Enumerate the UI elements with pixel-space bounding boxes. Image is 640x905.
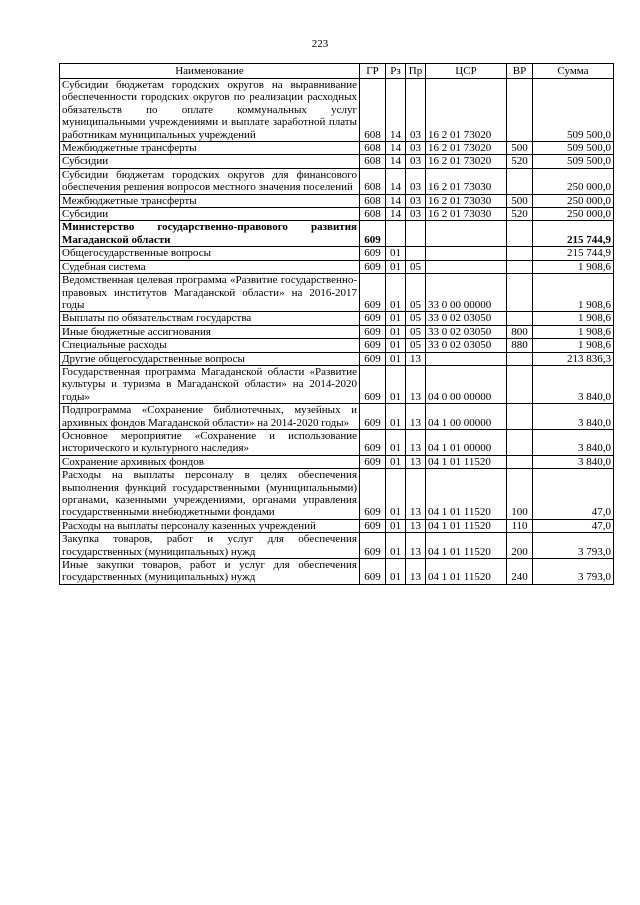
cell-gr: 608: [360, 208, 386, 221]
cell-vr: [507, 404, 533, 430]
cell-sum: 509 500,0: [533, 142, 614, 155]
cell-gr: 609: [360, 274, 386, 312]
cell-name: Расходы на выплаты персоналу в целях обеспечения выполнения функций государственными (муниципальными) органами, казенными учреждениями, органами управления государственными внебюджетными фондами: [60, 469, 360, 520]
cell-rz: 01: [386, 404, 406, 430]
cell-vr: [507, 429, 533, 455]
cell-rz: 14: [386, 194, 406, 207]
cell-rz: 01: [386, 469, 406, 520]
cell-csr: 33 0 02 03050: [426, 325, 507, 338]
cell-name: Субсидии: [60, 208, 360, 221]
table-row: [60, 274, 614, 312]
cell-sum: 250 000,0: [533, 194, 614, 207]
cell-csr: [426, 352, 507, 365]
cell-pr: 13: [406, 429, 426, 455]
cell-pr: 13: [406, 533, 426, 559]
cell-name: Межбюджетные трансферты: [60, 142, 360, 155]
cell-gr: 609: [360, 352, 386, 365]
cell-sum: 3 840,0: [533, 365, 614, 403]
table-row: [60, 260, 614, 273]
cell-name: Межбюджетные трансферты: [60, 194, 360, 207]
cell-sum: 213 836,3: [533, 352, 614, 365]
cell-rz: [386, 221, 406, 247]
cell-name: Иные бюджетные ассигнования: [60, 325, 360, 338]
cell-name: Министерство государственно-правового развития Магаданской области: [60, 221, 360, 247]
header-csr: ЦСР: [426, 64, 507, 79]
cell-name: Субсидии: [60, 155, 360, 168]
cell-csr: 16 2 01 73030: [426, 208, 507, 221]
table-row: [60, 312, 614, 325]
cell-sum: 3 793,0: [533, 533, 614, 559]
header-gr: ГР: [360, 64, 386, 79]
cell-sum: 250 000,0: [533, 208, 614, 221]
header-sum: Сумма: [533, 64, 614, 79]
cell-pr: 13: [406, 519, 426, 532]
cell-name: Общегосударственные вопросы: [60, 247, 360, 260]
cell-csr: 33 0 02 03050: [426, 312, 507, 325]
header-rz: Рз: [386, 64, 406, 79]
cell-vr: [507, 247, 533, 260]
cell-vr: 500: [507, 194, 533, 207]
cell-vr: 880: [507, 339, 533, 352]
cell-vr: 520: [507, 155, 533, 168]
cell-vr: [507, 79, 533, 142]
cell-pr: 05: [406, 260, 426, 273]
cell-rz: 14: [386, 168, 406, 194]
cell-pr: 13: [406, 404, 426, 430]
cell-name: Основное мероприятие «Сохранение и использование исторического и культурного наследия»: [60, 429, 360, 455]
cell-csr: [426, 260, 507, 273]
header-pr: Пр: [406, 64, 426, 79]
page-number: 223: [311, 38, 329, 50]
cell-rz: 01: [386, 455, 406, 468]
cell-pr: 03: [406, 168, 426, 194]
cell-gr: 609: [360, 339, 386, 352]
cell-pr: 13: [406, 352, 426, 365]
table-row: [60, 533, 614, 559]
cell-csr: 16 2 01 73030: [426, 168, 507, 194]
cell-sum: 3 840,0: [533, 404, 614, 430]
cell-sum: 509 500,0: [533, 79, 614, 142]
cell-name: Подпрограмма «Сохранение библиотечных, музейных и архивных фондов Магаданской области» на 2014-2020 годы»: [60, 404, 360, 430]
cell-pr: 03: [406, 142, 426, 155]
table-row: [60, 455, 614, 468]
table-row: [60, 559, 614, 585]
cell-gr: 608: [360, 155, 386, 168]
cell-sum: 3 840,0: [533, 429, 614, 455]
cell-rz: 01: [386, 559, 406, 585]
cell-vr: [507, 260, 533, 273]
cell-sum: 215 744,9: [533, 247, 614, 260]
cell-name: Закупка товаров, работ и услуг для обеспечения государственных (муниципальных) нужд: [60, 533, 360, 559]
cell-rz: 14: [386, 208, 406, 221]
cell-sum: 215 744,9: [533, 221, 614, 247]
cell-gr: 609: [360, 247, 386, 260]
cell-pr: 13: [406, 469, 426, 520]
cell-gr: 609: [360, 260, 386, 273]
cell-rz: 01: [386, 274, 406, 312]
cell-vr: 110: [507, 519, 533, 532]
cell-sum: 47,0: [533, 469, 614, 520]
cell-csr: 16 2 01 73020: [426, 155, 507, 168]
cell-vr: [507, 365, 533, 403]
cell-vr: 100: [507, 469, 533, 520]
cell-vr: 500: [507, 142, 533, 155]
cell-rz: 14: [386, 155, 406, 168]
cell-sum: 1 908,6: [533, 260, 614, 273]
table-row: [60, 519, 614, 532]
cell-rz: 14: [386, 79, 406, 142]
cell-csr: 04 1 00 00000: [426, 404, 507, 430]
budget-table: [59, 63, 614, 585]
cell-name: Сохранение архивных фондов: [60, 455, 360, 468]
cell-csr: [426, 247, 507, 260]
cell-csr: 04 1 01 00000: [426, 429, 507, 455]
cell-rz: 01: [386, 339, 406, 352]
cell-name: Субсидии бюджетам городских округов на выравнивание обеспеченности городских округов по реализации расходных обязательств по оплате коммунальных услуг муниципальными учреждениями и выплате заработной платы работникам муниципальных учреждений: [60, 79, 360, 142]
cell-rz: 01: [386, 352, 406, 365]
cell-gr: 609: [360, 221, 386, 247]
cell-csr: 16 2 01 73020: [426, 79, 507, 142]
cell-sum: 3 793,0: [533, 559, 614, 585]
cell-pr: [406, 247, 426, 260]
table-row: [60, 339, 614, 352]
cell-rz: 01: [386, 247, 406, 260]
cell-gr: 608: [360, 79, 386, 142]
cell-pr: [406, 221, 426, 247]
cell-sum: 47,0: [533, 519, 614, 532]
table-row: [60, 155, 614, 168]
cell-sum: 1 908,6: [533, 325, 614, 338]
table-row: [60, 208, 614, 221]
cell-vr: [507, 312, 533, 325]
table-header-row: [60, 64, 614, 79]
cell-rz: 01: [386, 325, 406, 338]
cell-name: Субсидии бюджетам городских округов для финансового обеспечения решения вопросов местного значения поселений: [60, 168, 360, 194]
cell-csr: 33 0 00 00000: [426, 274, 507, 312]
cell-pr: 03: [406, 155, 426, 168]
cell-rz: 01: [386, 312, 406, 325]
cell-vr: [507, 274, 533, 312]
cell-pr: 03: [406, 208, 426, 221]
cell-rz: 01: [386, 260, 406, 273]
cell-gr: 609: [360, 519, 386, 532]
cell-gr: 609: [360, 469, 386, 520]
cell-vr: 240: [507, 559, 533, 585]
table-row: [60, 194, 614, 207]
cell-pr: 13: [406, 365, 426, 403]
cell-rz: 01: [386, 365, 406, 403]
cell-name: Судебная система: [60, 260, 360, 273]
cell-vr: 520: [507, 208, 533, 221]
cell-csr: 04 1 01 11520: [426, 455, 507, 468]
table-row: [60, 469, 614, 520]
cell-pr: 05: [406, 339, 426, 352]
table-row: [60, 221, 614, 247]
cell-pr: 03: [406, 194, 426, 207]
cell-vr: [507, 455, 533, 468]
cell-rz: 14: [386, 142, 406, 155]
cell-vr: [507, 168, 533, 194]
cell-gr: 608: [360, 168, 386, 194]
cell-sum: 1 908,6: [533, 312, 614, 325]
cell-gr: 609: [360, 404, 386, 430]
table-row: [60, 365, 614, 403]
cell-vr: [507, 352, 533, 365]
cell-gr: 609: [360, 559, 386, 585]
cell-gr: 609: [360, 325, 386, 338]
header-vr: ВР: [507, 64, 533, 79]
cell-csr: 04 1 01 11520: [426, 533, 507, 559]
header-name: Наименование: [60, 64, 360, 79]
cell-name: Специальные расходы: [60, 339, 360, 352]
table-row: [60, 168, 614, 194]
table-body: [60, 79, 614, 585]
table-row: [60, 142, 614, 155]
cell-csr: 04 0 00 00000: [426, 365, 507, 403]
cell-gr: 609: [360, 312, 386, 325]
cell-csr: 04 1 01 11520: [426, 519, 507, 532]
cell-pr: 13: [406, 559, 426, 585]
table-row: [60, 247, 614, 260]
cell-vr: [507, 221, 533, 247]
cell-name: Расходы на выплаты персоналу казенных учреждений: [60, 519, 360, 532]
cell-name: Иные закупки товаров, работ и услуг для обеспечения государственных (муниципальных) нужд: [60, 559, 360, 585]
cell-rz: 01: [386, 533, 406, 559]
cell-gr: 608: [360, 142, 386, 155]
cell-sum: 250 000,0: [533, 168, 614, 194]
cell-csr: [426, 221, 507, 247]
cell-pr: 05: [406, 325, 426, 338]
cell-vr: 200: [507, 533, 533, 559]
cell-sum: 1 908,6: [533, 274, 614, 312]
cell-gr: 609: [360, 429, 386, 455]
cell-pr: 03: [406, 79, 426, 142]
table-row: [60, 325, 614, 338]
cell-gr: 608: [360, 194, 386, 207]
cell-gr: 609: [360, 533, 386, 559]
cell-sum: 1 908,6: [533, 339, 614, 352]
cell-sum: 3 840,0: [533, 455, 614, 468]
table-row: [60, 429, 614, 455]
cell-csr: 33 0 02 03050: [426, 339, 507, 352]
table-row: [60, 79, 614, 142]
cell-csr: 16 2 01 73030: [426, 194, 507, 207]
cell-vr: 800: [507, 325, 533, 338]
cell-name: Государственная программа Магаданской области «Развитие культуры и туризма в Магаданской области» на 2014-2020 годы»: [60, 365, 360, 403]
cell-pr: 13: [406, 455, 426, 468]
cell-csr: 04 1 01 11520: [426, 559, 507, 585]
cell-sum: 509 500,0: [533, 155, 614, 168]
cell-gr: 609: [360, 365, 386, 403]
table-row: [60, 352, 614, 365]
cell-name: Ведомственная целевая программа «Развитие государственно-правовых институтов Магаданской области» на 2016-2017 годы: [60, 274, 360, 312]
cell-name: Выплаты по обязательствам государства: [60, 312, 360, 325]
cell-csr: 04 1 01 11520: [426, 469, 507, 520]
cell-gr: 609: [360, 455, 386, 468]
cell-pr: 05: [406, 312, 426, 325]
cell-rz: 01: [386, 429, 406, 455]
cell-rz: 01: [386, 519, 406, 532]
cell-name: Другие общегосударственные вопросы: [60, 352, 360, 365]
table-row: [60, 404, 614, 430]
cell-csr: 16 2 01 73020: [426, 142, 507, 155]
cell-pr: 05: [406, 274, 426, 312]
